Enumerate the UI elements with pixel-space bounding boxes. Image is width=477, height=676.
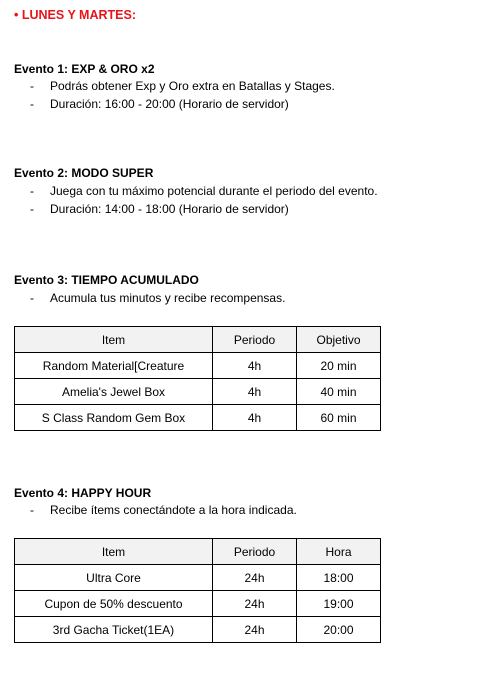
column-header-item: Item — [15, 327, 213, 353]
table-cell-objective: 40 min — [297, 379, 381, 405]
event3-title: Evento 3: TIEMPO ACUMULADO — [14, 273, 199, 287]
event1-title: Evento 1: EXP & ORO x2 — [14, 62, 155, 76]
event3-bullet-1 — [30, 291, 285, 305]
table-cell-objective: 20 min — [297, 353, 381, 379]
table-row — [15, 379, 381, 405]
dash-glyph: - — [30, 79, 34, 93]
table-cell-item: S Class Random Gem Box — [15, 405, 213, 431]
table-row — [15, 565, 381, 591]
table-cell-hour: 19:00 — [297, 591, 381, 617]
event4-title: Evento 4: HAPPY HOUR — [14, 486, 152, 500]
column-header-hour: Hora — [297, 539, 381, 565]
page-heading: • LUNES Y MARTES: — [14, 8, 136, 22]
table-cell-period: 24h — [213, 591, 297, 617]
event1-bullet-2 — [30, 97, 289, 111]
event4-bullet-1 — [30, 503, 297, 517]
event1-bullet-1-text: Podrás obtener Exp y Oro extra en Batallas y Stages. — [50, 79, 335, 93]
table-row — [15, 405, 381, 431]
table-cell-item: Amelia's Jewel Box — [15, 379, 213, 405]
event1-bullet-2-text: Duración: 16:00 - 20:00 (Horario de servidor) — [50, 97, 289, 111]
dash-glyph: - — [30, 97, 34, 111]
table-cell-period: 24h — [213, 617, 297, 643]
dash-glyph: - — [30, 291, 34, 305]
table-cell-hour: 20:00 — [297, 617, 381, 643]
table-cell-period: 24h — [213, 565, 297, 591]
event3-bullet-1-text: Acumula tus minutos y recibe recompensas. — [50, 291, 286, 305]
happy-hour-table — [14, 538, 381, 643]
table-cell-period: 4h — [213, 379, 297, 405]
dash-glyph: - — [30, 202, 34, 216]
table-cell-item: 3rd Gacha Ticket(1EA) — [15, 617, 213, 643]
table-header-row — [15, 539, 381, 565]
column-header-item: Item — [15, 539, 213, 565]
column-header-objective: Objetivo — [297, 327, 381, 353]
event2-bullet-1-text: Juega con tu máximo potencial durante el periodo del evento. — [50, 184, 378, 198]
table-cell-period: 4h — [213, 405, 297, 431]
event2-title: Evento 2: MODO SUPER — [14, 166, 154, 180]
table-header-row — [15, 327, 381, 353]
event4-bullet-1-text: Recibe ítems conectándote a la hora indicada. — [50, 503, 297, 517]
table-cell-item: Cupon de 50% descuento — [15, 591, 213, 617]
table-cell-item: Random Material[Creature — [15, 353, 213, 379]
event2-bullet-2 — [30, 202, 289, 216]
table-cell-hour: 18:00 — [297, 565, 381, 591]
table-row — [15, 353, 381, 379]
column-header-period: Periodo — [213, 539, 297, 565]
dash-glyph: - — [30, 503, 34, 517]
table-row — [15, 617, 381, 643]
table-cell-item: Ultra Core — [15, 565, 213, 591]
table-cell-objective: 60 min — [297, 405, 381, 431]
dash-glyph: - — [30, 184, 34, 198]
event2-bullet-1 — [30, 184, 378, 198]
column-header-period: Periodo — [213, 327, 297, 353]
event1-bullet-1 — [30, 79, 335, 93]
accumulated-time-table — [14, 326, 381, 431]
table-cell-period: 4h — [213, 353, 297, 379]
table-row — [15, 591, 381, 617]
event2-bullet-2-text: Duración: 14:00 - 18:00 (Horario de servidor) — [50, 202, 289, 216]
